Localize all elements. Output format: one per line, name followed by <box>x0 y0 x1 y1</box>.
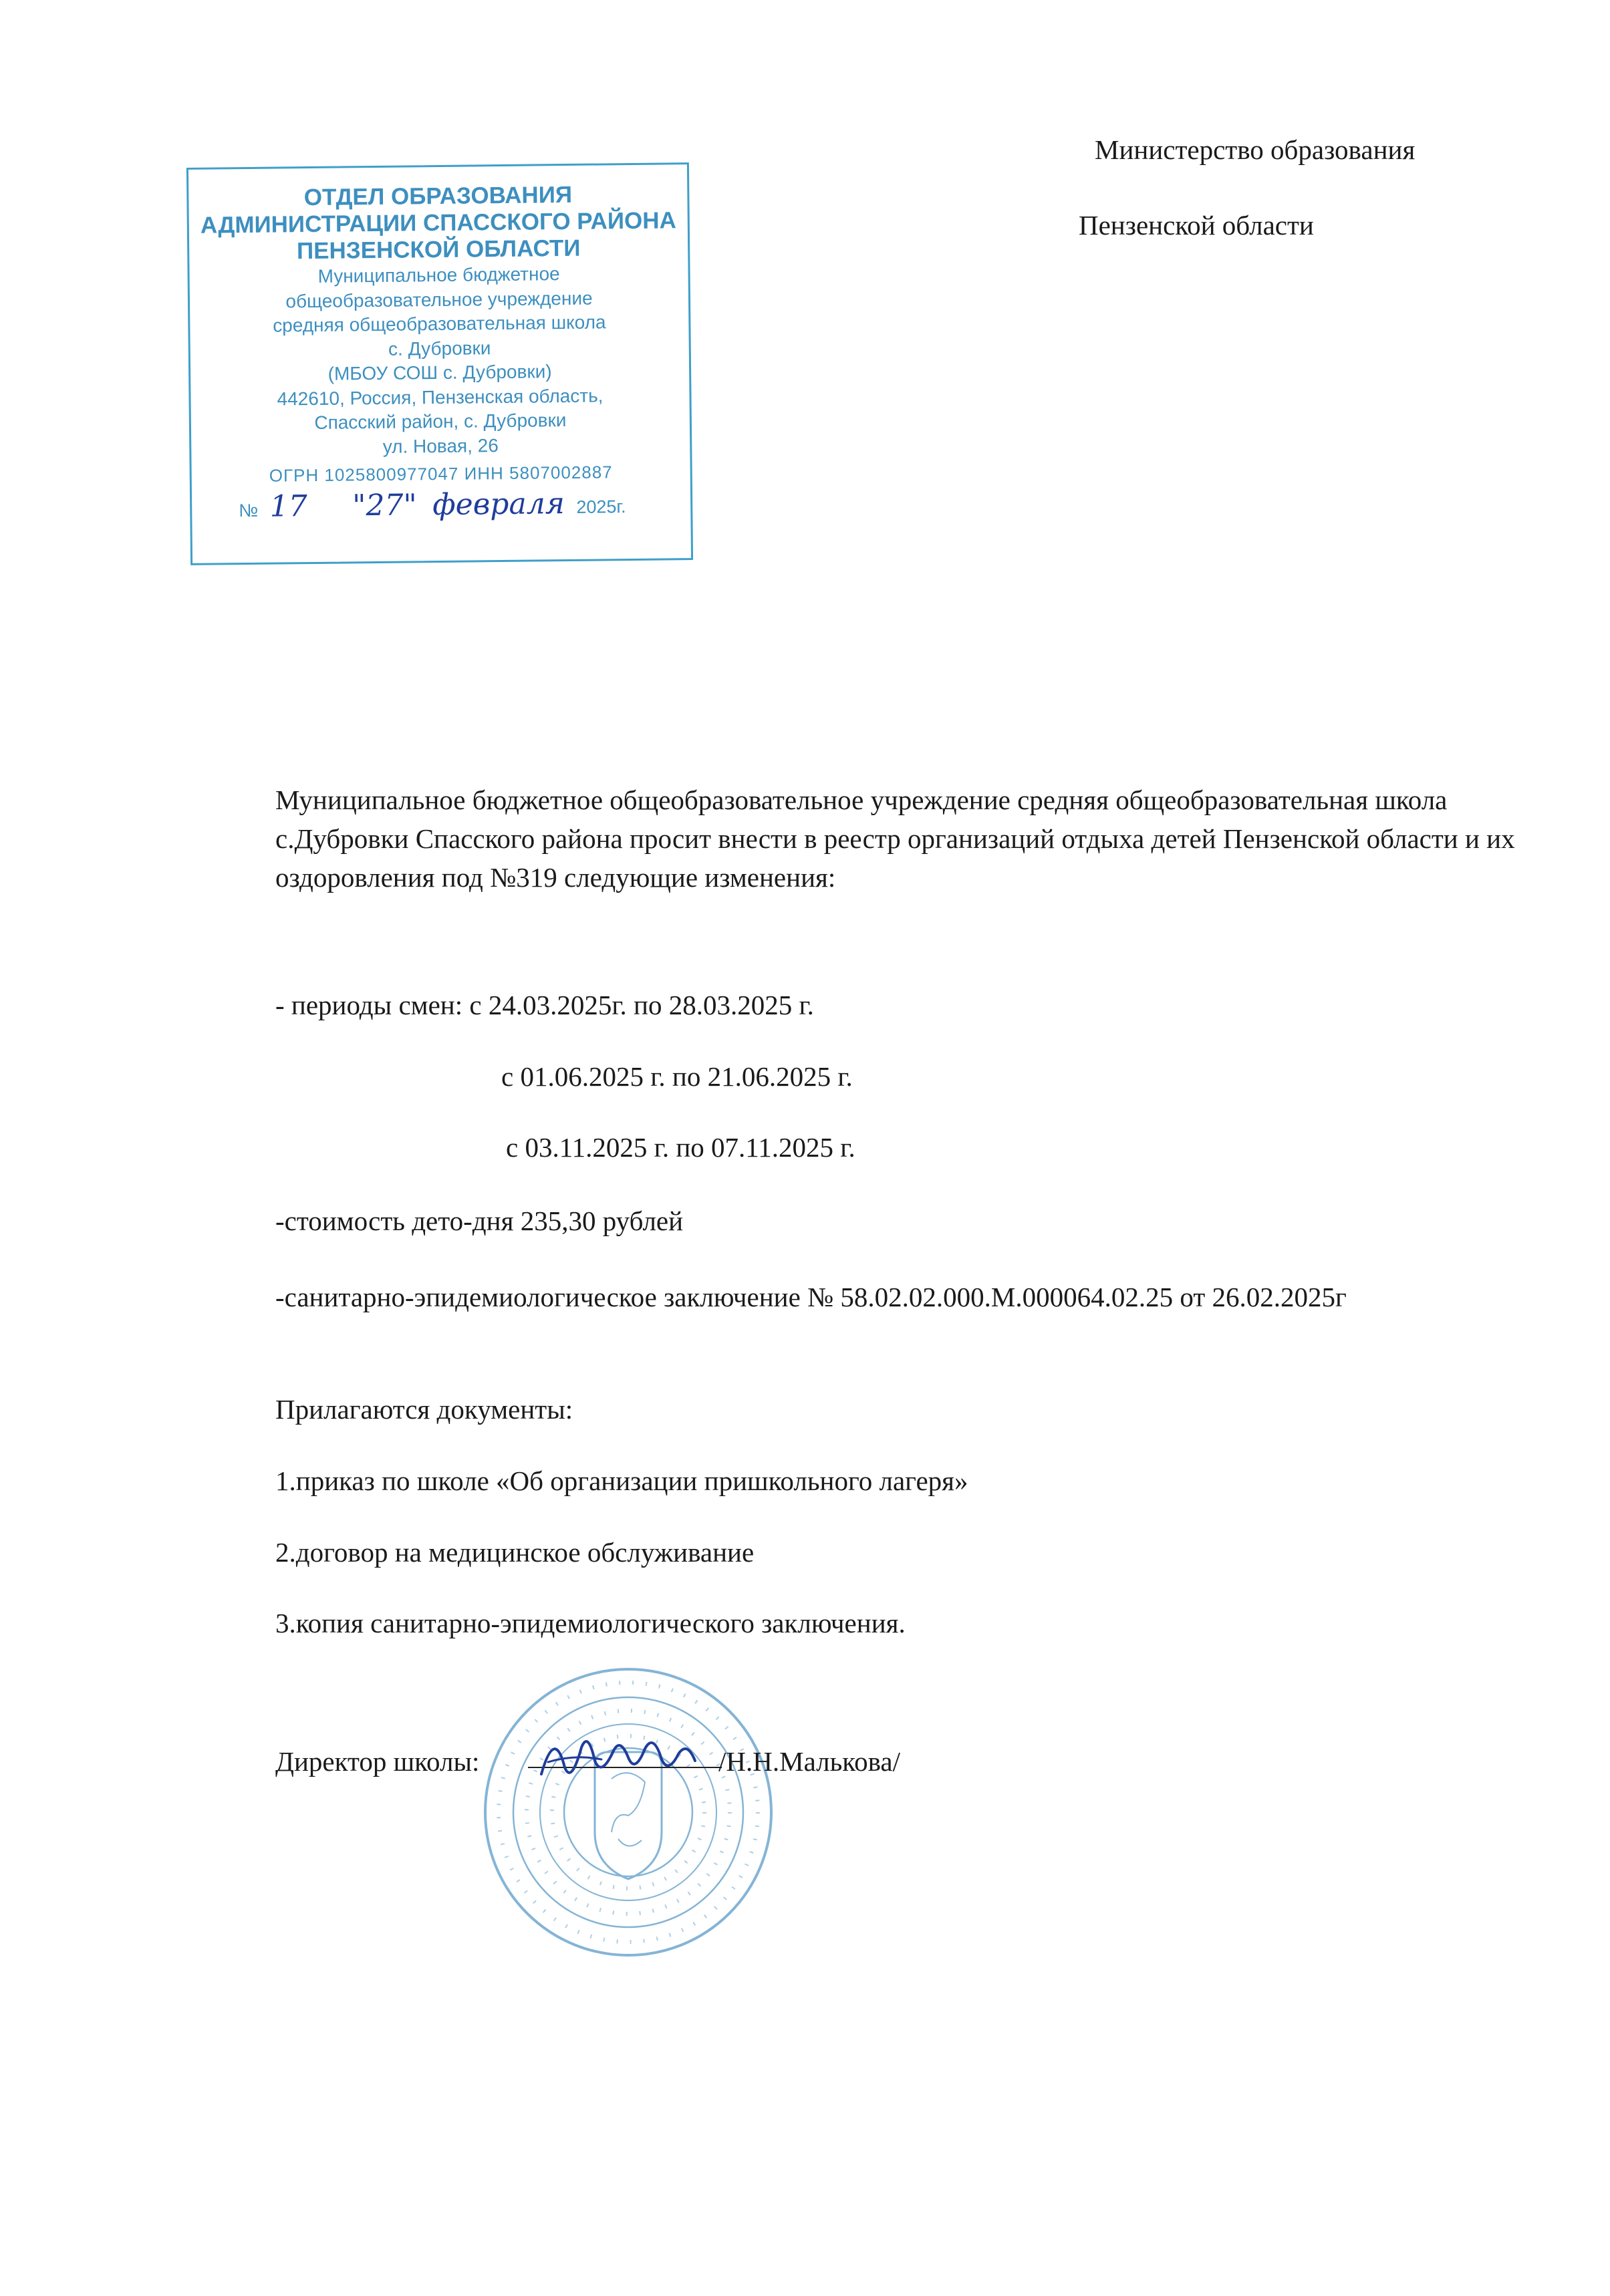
recipient-line-2: Пензенской области <box>1079 210 1314 241</box>
intro-paragraph: Муниципальное бюджетное общеобразовательное учреждение средняя общеобразовательная школа с.Дубровки Спасского района просит внести в реестр организаций отдыха детей Пензенской области и их оздоровления под №319 следующие изменения: <box>275 784 1515 893</box>
attachment-item: 2.договор на медицинское обслуживание <box>275 1537 755 1568</box>
period-line-1: - периоды смен: с 24.03.2025г. по 28.03.2025 г. <box>275 990 814 1020</box>
stamp-header-line: ОТДЕЛ ОБРАЗОВАНИЯ <box>303 181 573 211</box>
stamp-line: (МБОУ СОШ с. Дубровки) <box>327 361 552 384</box>
stamp-line: с. Дубровки <box>388 337 491 360</box>
stamp-line: средняя общеобразовательная школа <box>273 311 606 336</box>
corner-stamp <box>186 162 693 565</box>
stamp-line: общеобразовательное учреждение <box>285 287 593 311</box>
round-seal <box>481 1665 775 1959</box>
stamp-header <box>188 180 688 266</box>
stamp-line: ул. Новая, 26 <box>382 434 499 457</box>
stamp-registration-line <box>192 485 690 525</box>
stamp-handwritten-day: "27" <box>352 488 417 523</box>
director-name: /Н.Н.Малькова/ <box>718 1746 901 1777</box>
stamp-header-line: АДМИНИСТРАЦИИ СПАССКОГО РАЙОНА <box>200 207 676 239</box>
stamp-handwritten-number: 17 <box>269 489 307 524</box>
attachment-item: 3.копия санитарно-эпидемиологического заключения. <box>275 1608 906 1638</box>
sanitary-paragraph: -санитарно-эпидемиологическое заключение № 58.02.02.000.М.000064.02.25 от 26.02.2025г <box>275 1282 1347 1312</box>
period-line-2: с 01.06.2025 г. по 21.06.2025 г. <box>501 1061 853 1092</box>
stamp-year: 2025г. <box>576 496 626 517</box>
stamp-number-prefix: № <box>239 500 259 521</box>
attachments-title: Прилагаются документы: <box>275 1394 573 1425</box>
stamp-body <box>189 261 690 461</box>
cost-line: -стоимость дето-дня 235,30 рублей <box>275 1205 684 1236</box>
stamp-header-line: ПЕНЗЕНСКОЙ ОБЛАСТИ <box>296 235 581 265</box>
attachment-item: 1.приказ по школе «Об организации пришкольного лагеря» <box>275 1465 968 1496</box>
stamp-line: 442610, Россия, Пензенская область, <box>277 384 603 410</box>
period-line-3: с 03.11.2025 г. по 07.11.2025 г. <box>506 1132 855 1163</box>
signature-label: Директор школы: <box>275 1746 480 1777</box>
stamp-handwritten-month: февраля <box>432 486 565 523</box>
recipient-line-1: Министерство образования <box>1095 134 1416 165</box>
stamp-ogrn-inn: ОГРН 1025800977047 ИНН 5807002887 <box>269 462 613 486</box>
stamp-line: Муниципальное бюджетное <box>317 263 560 287</box>
stamp-line: Спасский район, с. Дубровки <box>314 410 567 433</box>
handwritten-signature <box>535 1721 702 1794</box>
